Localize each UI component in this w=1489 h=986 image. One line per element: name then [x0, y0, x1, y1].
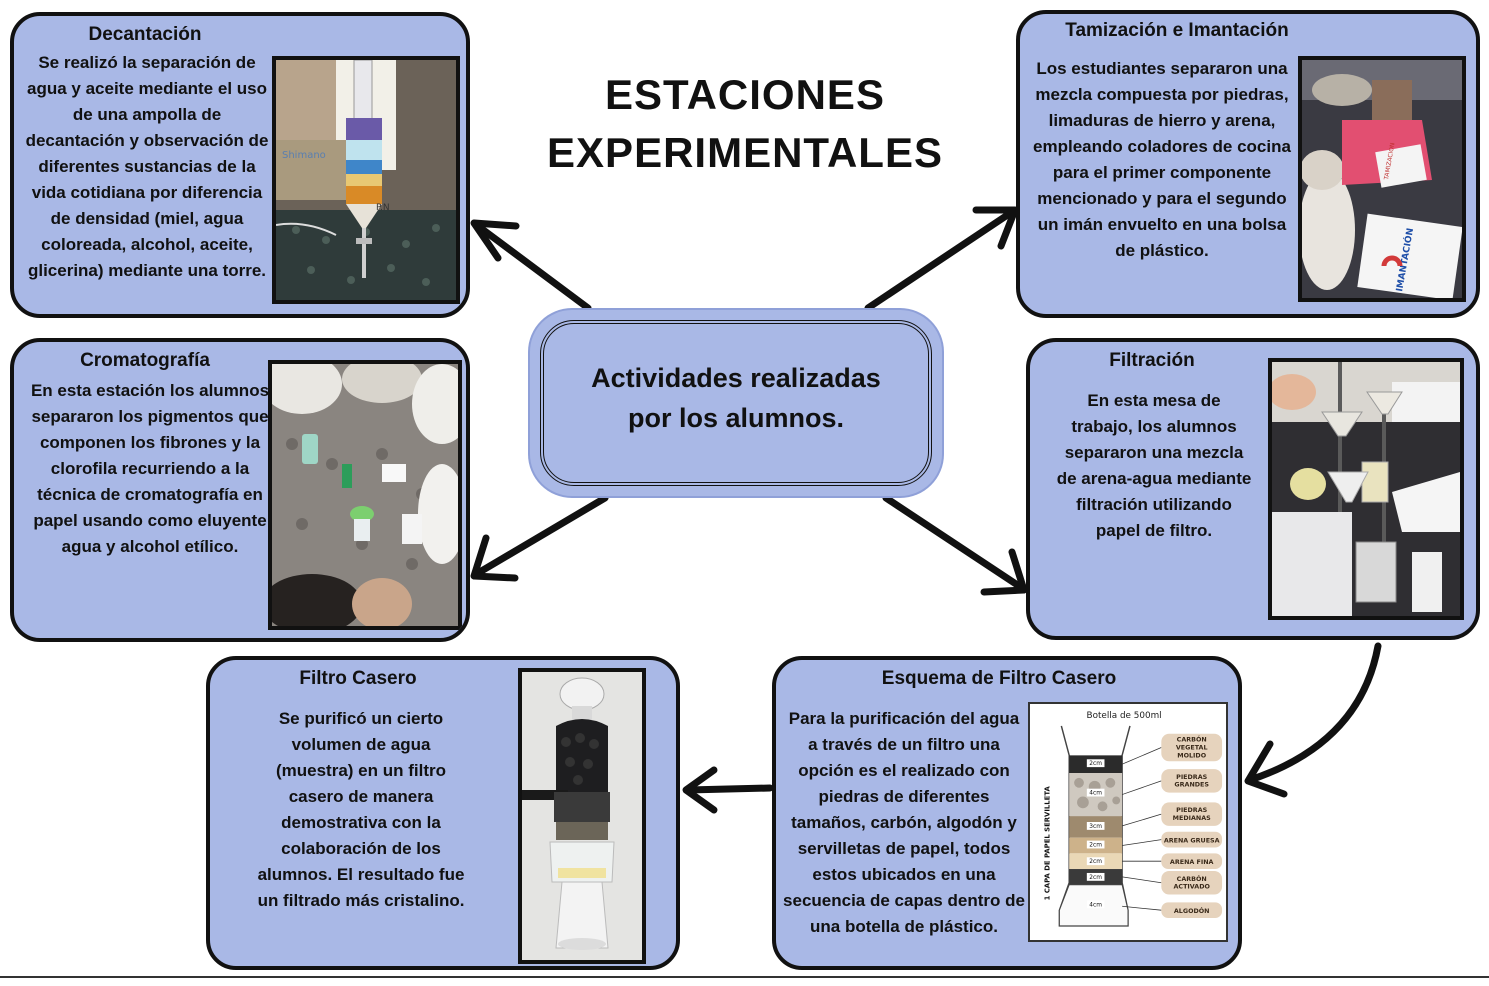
card-title: Esquema de Filtro Casero: [881, 668, 1117, 689]
cromatografia-photo: [268, 360, 462, 630]
svg-text:ARENA GRUESA: ARENA GRUESA: [1163, 836, 1220, 845]
svg-text:GRANDES: GRANDES: [1174, 780, 1209, 789]
card-text: Para la purificación del agua a través de un filtro una opción es el realizado con piedras de diferentes tamaños, carbón, algodón y servilletas de papel, todos estos ubicados en una secuencia de capas dentro de una botella de plástico.: [783, 709, 1025, 936]
filter-schema: [1028, 702, 1228, 942]
card-esquema: [772, 656, 1242, 970]
center-text-line-1: Actividades realizadas: [591, 363, 881, 393]
arrow-to-cromatografia: [474, 498, 605, 578]
card-title: Filtración: [1109, 350, 1195, 371]
svg-text:TAMIZACION: TAMIZACION: [1383, 142, 1397, 181]
arrow-to-decantacion: [474, 223, 588, 308]
bottle-label: Botella de 500ml: [1086, 711, 1162, 722]
svg-text:PIEDRAS: PIEDRAS: [1176, 772, 1208, 781]
bottom-rule: [0, 976, 1489, 978]
arrow-to-filtro-casero: [686, 770, 770, 810]
svg-text:4cm: 4cm: [1089, 902, 1103, 909]
card-text: Los estudiantes separaron una mezcla compuesta por piedras, limaduras de hierro y arena, empleando coladores de cocina para el primer componente mencionado y para el segundo un imán envuelto en una bolsa de plástico.: [1033, 59, 1291, 260]
tamizacion-photo: [1298, 56, 1466, 302]
svg-text:ALGODÓN: ALGODÓN: [1173, 907, 1210, 916]
svg-text:MOLIDO: MOLIDO: [1177, 751, 1207, 760]
filtro-casero-photo: [518, 668, 646, 964]
card-title: Filtro Casero: [299, 668, 417, 689]
page-title: [520, 66, 970, 182]
card-title: Decantación: [88, 24, 202, 45]
filtracion-photo: [1268, 358, 1464, 620]
card-text: En esta estación los alumnos separaron los pigmentos que componen los fibrones y la clorofila recurriendo a la técnica de cromatografía en papel usando como eluyente agua y alcohol etílico.: [30, 381, 270, 556]
svg-text:P.N: P.N: [376, 203, 390, 213]
svg-text:4cm: 4cm: [1089, 790, 1103, 797]
svg-text:ACTIVADO: ACTIVADO: [1173, 882, 1210, 891]
card-text: En esta mesa de trabajo, los alumnos separaron una mezcla de arena-agua mediante filtración utilizando papel de filtro.: [1056, 391, 1252, 540]
svg-text:IMANTACIÓN: IMANTACIÓN: [1395, 227, 1417, 293]
arrow-to-esquema: [1248, 646, 1378, 794]
svg-text:Shimano: Shimano: [282, 150, 326, 161]
svg-text:2cm: 2cm: [1089, 761, 1103, 768]
card-tamizacion: [1016, 10, 1480, 318]
svg-text:CARBÓN: CARBÓN: [1176, 735, 1207, 744]
svg-text:MEDIANAS: MEDIANAS: [1172, 814, 1211, 823]
side-label: 1 CAPA DE PAPEL SERVILLETA: [1043, 786, 1052, 901]
card-title: Cromatografía: [80, 350, 210, 371]
page-title-line-2: EXPERIMENTALES: [547, 129, 943, 176]
card-filtro-casero: [206, 656, 680, 970]
card-cromatografia: [10, 338, 470, 642]
arrow-to-tamizacion: [868, 210, 1015, 308]
center-text: [545, 358, 927, 438]
svg-text:2cm: 2cm: [1089, 874, 1103, 881]
center-text-line-2: por los alumnos.: [627, 403, 845, 433]
svg-text:2cm: 2cm: [1089, 842, 1103, 849]
svg-text:CARBÓN: CARBÓN: [1176, 874, 1207, 883]
decantacion-photo: [272, 56, 460, 304]
svg-text:ARENA FINA: ARENA FINA: [1169, 858, 1214, 867]
card-title: Tamización e Imantación: [1065, 20, 1289, 41]
svg-text:3cm: 3cm: [1089, 823, 1103, 830]
svg-text:VEGETAL: VEGETAL: [1175, 743, 1208, 752]
svg-text:2cm: 2cm: [1089, 859, 1103, 866]
card-decantacion: [10, 12, 470, 318]
card-text: Se realizó la separación de agua y aceite mediante el uso de una ampolla de decantación y observación de diferentes sustancias de la vida cotidiana por diferencia de densidad (miel, agua coloreada, alcohol, aceite, glicerina) mediante una torre.: [25, 53, 269, 280]
card-text: Se purificó un cierto volumen de agua (muestra) en un filtro casero de manera demostrativa con la colaboración de los alumnos. El resultado fue un filtrado más cristalino.: [257, 709, 465, 910]
card-filtracion: [1026, 338, 1480, 640]
arrow-to-filtracion: [886, 498, 1024, 592]
page-title-line-1: ESTACIONES: [605, 71, 885, 118]
svg-text:PIEDRAS: PIEDRAS: [1176, 806, 1208, 815]
